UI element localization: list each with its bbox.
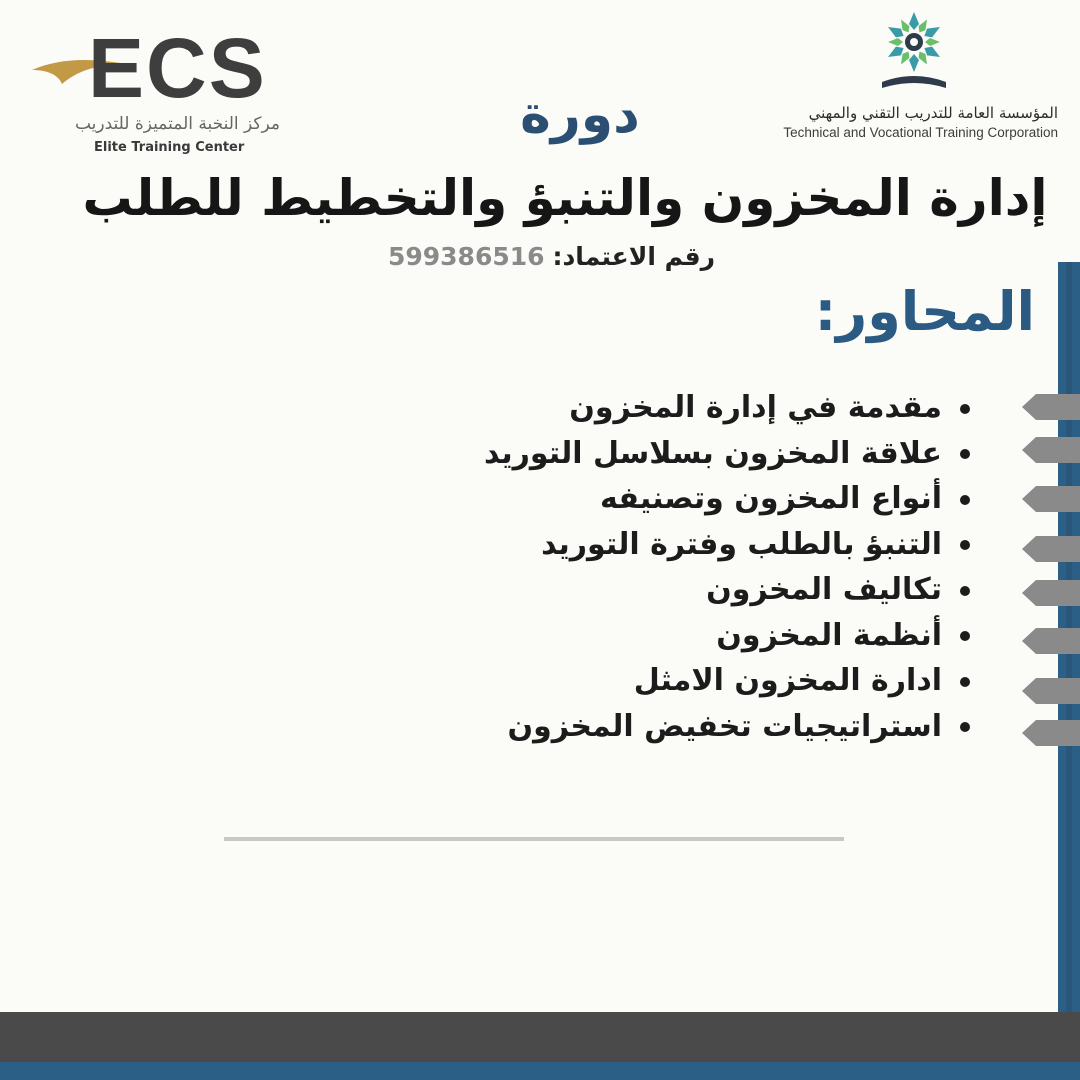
topic-text: أنواع المخزون وتصنيفه bbox=[600, 481, 942, 516]
accreditation-label: رقم الاعتماد: bbox=[552, 242, 715, 271]
accreditation-number: 599386516 bbox=[387, 242, 545, 271]
tvtc-emblem-icon bbox=[874, 8, 954, 96]
topic-text: تكاليف المخزون bbox=[706, 572, 942, 607]
arrow-tab-icon bbox=[1022, 578, 1080, 608]
bullet-icon bbox=[960, 540, 970, 550]
topic-text: ادارة المخزون الامثل bbox=[633, 663, 942, 698]
list-item bbox=[484, 431, 970, 477]
list-item bbox=[484, 476, 970, 522]
bullet-icon bbox=[960, 495, 970, 505]
topic-text: استراتيجيات تخفيض المخزون bbox=[507, 708, 942, 744]
accreditation bbox=[388, 242, 715, 271]
bullet-icon bbox=[960, 404, 970, 414]
ecs-arabic-name: مركز النخبة المتميزة للتدريب bbox=[74, 114, 280, 134]
topic-text: مقدمة في إدارة المخزون bbox=[569, 390, 942, 425]
list-item bbox=[484, 704, 970, 750]
topic-text: علاقة المخزون بسلاسل التوريد bbox=[484, 435, 942, 471]
tvtc-english-name: Technical and Vocational Training Corporation bbox=[783, 125, 1058, 140]
topics-list bbox=[484, 385, 970, 749]
list-item bbox=[484, 613, 970, 659]
bullet-icon bbox=[960, 586, 970, 596]
bullet-icon bbox=[960, 449, 970, 459]
list-item bbox=[484, 567, 970, 613]
list-item bbox=[484, 385, 970, 431]
bullet-icon bbox=[960, 677, 970, 687]
ecs-english-name: Elite Training Center bbox=[94, 140, 245, 155]
course-title: إدارة المخزون والتنبؤ والتخطيط للطلب bbox=[82, 169, 1048, 227]
footer-dark-band bbox=[0, 1012, 1080, 1062]
arrow-tab-icon bbox=[1022, 676, 1080, 706]
arrow-tab-icon bbox=[1022, 484, 1080, 514]
arrow-tab-icon bbox=[1022, 435, 1080, 465]
list-item bbox=[484, 522, 970, 568]
topic-text: أنظمة المخزون bbox=[716, 617, 942, 653]
axes-heading: المحاور: bbox=[814, 280, 1035, 343]
topic-text: التنبؤ بالطلب وفترة التوريد bbox=[541, 526, 942, 562]
footer-blue-band bbox=[0, 1062, 1080, 1080]
arrow-tab-icon bbox=[1022, 392, 1080, 422]
list-item bbox=[484, 658, 970, 704]
arrow-tab-icon bbox=[1022, 534, 1080, 564]
tvtc-arabic-name: المؤسسة العامة للتدريب التقني والمهني bbox=[808, 104, 1058, 122]
side-panel-stripe bbox=[1066, 262, 1072, 1060]
arrow-tab-icon bbox=[1022, 718, 1080, 748]
bullet-icon bbox=[960, 631, 970, 641]
course-label: دورة bbox=[520, 85, 640, 145]
arrow-tab-icon bbox=[1022, 626, 1080, 656]
ecs-wordmark: ECS bbox=[88, 21, 267, 115]
bullet-icon bbox=[960, 722, 970, 732]
divider bbox=[224, 837, 844, 841]
